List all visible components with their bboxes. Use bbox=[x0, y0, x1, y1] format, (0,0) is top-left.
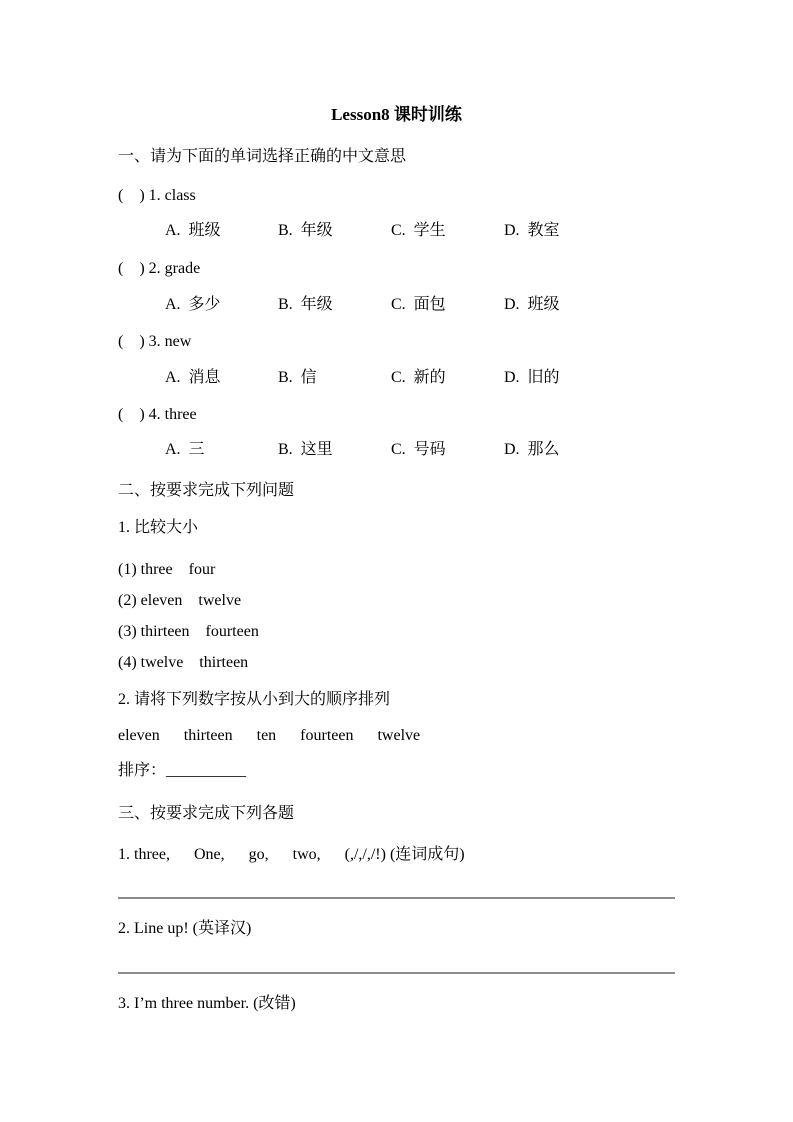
question3-option-d: D. 旧的 bbox=[504, 369, 560, 386]
section1-heading: 一、请为下面的单词选择正确的中文意思 bbox=[118, 148, 407, 165]
question2-option-c: C. 面包 bbox=[391, 296, 446, 313]
section2-task2-label: 2. 请将下列数字按从小到大的顺序排列 bbox=[118, 691, 391, 708]
question3-stem: ( ) 3. new bbox=[118, 333, 192, 350]
question4-option-d: D. 那么 bbox=[504, 441, 560, 458]
answer-rule-line-1 bbox=[118, 897, 675, 899]
page-title: Lesson8 课时训练 bbox=[331, 105, 462, 124]
compare-item-1: (1) three four bbox=[118, 561, 216, 578]
question3-option-c: C. 新的 bbox=[391, 369, 446, 386]
question1-option-d: D. 教室 bbox=[504, 222, 560, 239]
question2-stem: ( ) 2. grade bbox=[118, 260, 201, 277]
question4-stem: ( ) 4. three bbox=[118, 406, 197, 423]
question3-option-a: A. 消息 bbox=[165, 369, 221, 386]
answer-rule-line-2 bbox=[118, 972, 675, 974]
compare-item-2: (2) eleven twelve bbox=[118, 592, 242, 609]
question1-option-c: C. 学生 bbox=[391, 222, 446, 239]
section3-heading: 三、按要求完成下列各题 bbox=[118, 805, 295, 822]
worksheet-content bbox=[0, 146, 793, 1014]
section2-heading: 二、按要求完成下列问题 bbox=[118, 482, 295, 499]
question4-option-c: C. 号码 bbox=[391, 441, 446, 458]
task-1-prompt: 1. three, One, go, two, (,/,/,/!) (连词成句) bbox=[118, 846, 465, 863]
question1-stem: ( ) 1. class bbox=[118, 187, 196, 204]
sort-answer-blank: 排序：__________ bbox=[118, 762, 247, 779]
word-bank: eleven thirteen ten fourteen twelve bbox=[118, 727, 421, 744]
task-2-prompt: 2. Line up! (英译汉) bbox=[118, 920, 252, 937]
question2-option-b: B. 年级 bbox=[278, 296, 333, 313]
question4-options-row bbox=[118, 439, 675, 460]
question1-options-row bbox=[118, 220, 675, 241]
question1-option-a: A. 班级 bbox=[165, 222, 221, 239]
question4-option-b: B. 这里 bbox=[278, 441, 333, 458]
compare-item-3: (3) thirteen fourteen bbox=[118, 623, 259, 640]
question1-option-b: B. 年级 bbox=[278, 222, 333, 239]
question2-options-row bbox=[118, 294, 675, 315]
question2-option-a: A. 多少 bbox=[165, 296, 221, 313]
section2-task1-label: 1. 比较大小 bbox=[118, 519, 199, 536]
compare-item-4: (4) twelve thirteen bbox=[118, 654, 249, 671]
question3-option-b: B. 信 bbox=[278, 369, 317, 386]
task-3-prompt: 3. I’m three number. (改错) bbox=[118, 995, 296, 1012]
question2-option-d: D. 班级 bbox=[504, 296, 560, 313]
question4-option-a: A. 三 bbox=[165, 441, 205, 458]
question3-options-row bbox=[118, 367, 675, 388]
